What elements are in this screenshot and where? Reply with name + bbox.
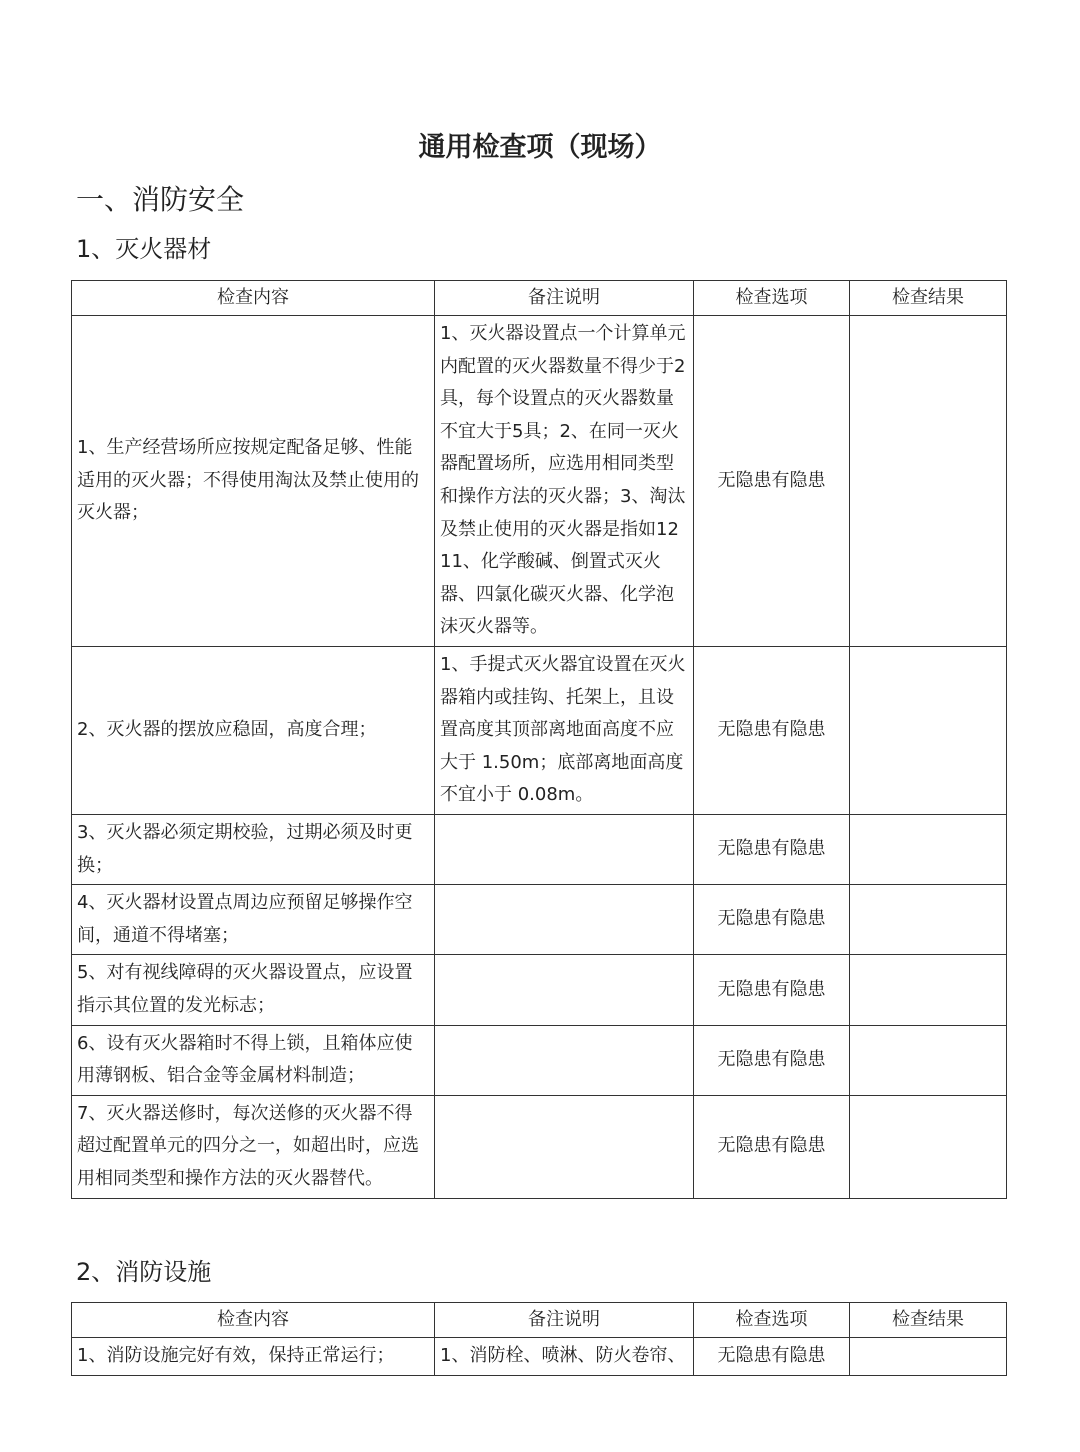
check-option-cell[interactable]: 无隐患有隐患 bbox=[694, 316, 850, 647]
check-option-cell[interactable]: 无隐患有隐患 bbox=[694, 955, 850, 1025]
check-result-cell[interactable] bbox=[850, 1338, 1007, 1376]
note-cell: 1、灭火器设置点一个计算单元内配置的灭火器数量不得少于2具，每个设置点的灭火器数量不宜大于5具；2、在同一灭火器配置场所，应选用相同类型和操作方法的灭火器；3、淘汰及禁止使用的灭火器是指如1211、化学酸碱、倒置式灭火器、四氯化碳灭火器、化学泡沫灭火器等。 bbox=[435, 316, 694, 647]
check-result-cell[interactable] bbox=[850, 955, 1007, 1025]
check-content-cell: 3、灭火器必须定期校验，过期必须及时更换； bbox=[72, 814, 435, 884]
note-cell bbox=[435, 814, 694, 884]
table-row bbox=[72, 316, 1007, 647]
column-header-option: 检查选项 bbox=[694, 281, 850, 316]
note-cell bbox=[435, 1095, 694, 1198]
table-header-row bbox=[72, 281, 1007, 316]
column-header-result: 检查结果 bbox=[850, 281, 1007, 316]
note-cell bbox=[435, 955, 694, 1025]
column-header-note: 备注说明 bbox=[435, 1303, 694, 1338]
check-result-cell[interactable] bbox=[850, 814, 1007, 884]
check-option-cell[interactable]: 无隐患有隐患 bbox=[694, 885, 850, 955]
subsection-heading-extinguishers: 1、灭火器材 bbox=[76, 235, 212, 263]
check-content-cell: 5、对有视线障碍的灭火器设置点，应设置指示其位置的发光标志； bbox=[72, 955, 435, 1025]
note-cell: 1、消防栓、喷淋、防火卷帘、 bbox=[435, 1338, 694, 1376]
check-result-cell[interactable] bbox=[850, 1095, 1007, 1198]
table-header-row bbox=[72, 1303, 1007, 1338]
check-result-cell[interactable] bbox=[850, 647, 1007, 815]
check-result-cell[interactable] bbox=[850, 885, 1007, 955]
column-header-option: 检查选项 bbox=[694, 1303, 850, 1338]
document-title: 通用检查项（现场） bbox=[418, 132, 662, 163]
check-option-cell[interactable]: 无隐患有隐患 bbox=[694, 647, 850, 815]
table-row bbox=[72, 1025, 1007, 1095]
table-row bbox=[72, 955, 1007, 1025]
facility-check-table bbox=[71, 1302, 1007, 1376]
check-option-cell[interactable]: 无隐患有隐患 bbox=[694, 1338, 850, 1376]
check-content-cell: 4、灭火器材设置点周边应预留足够操作空间，通道不得堵塞； bbox=[72, 885, 435, 955]
check-content-cell: 1、消防设施完好有效，保持正常运行； bbox=[72, 1338, 435, 1376]
table-row bbox=[72, 1338, 1007, 1376]
column-header-note: 备注说明 bbox=[435, 281, 694, 316]
table-row bbox=[72, 1095, 1007, 1198]
column-header-content: 检查内容 bbox=[72, 1303, 435, 1338]
check-content-cell: 6、设有灭火器箱时不得上锁，且箱体应使用薄钢板、铝合金等金属材料制造； bbox=[72, 1025, 435, 1095]
table-row bbox=[72, 885, 1007, 955]
check-option-cell[interactable]: 无隐患有隐患 bbox=[694, 1095, 850, 1198]
column-header-content: 检查内容 bbox=[72, 281, 435, 316]
note-cell: 1、手提式灭火器宜设置在灭火器箱内或挂钩、托架上，且设置高度其顶部离地面高度不应大于 1.50m；底部离地面高度不宜小于 0.08m。 bbox=[435, 647, 694, 815]
section-heading-fire-safety: 一、消防安全 bbox=[76, 183, 245, 216]
check-result-cell[interactable] bbox=[850, 316, 1007, 647]
table-row bbox=[72, 647, 1007, 815]
check-result-cell[interactable] bbox=[850, 1025, 1007, 1095]
note-cell bbox=[435, 885, 694, 955]
check-content-cell: 2、灭火器的摆放应稳固，高度合理； bbox=[72, 647, 435, 815]
subsection-heading-fire-facilities: 2、消防设施 bbox=[76, 1258, 212, 1286]
check-content-cell: 1、生产经营场所应按规定配备足够、性能适用的灭火器；不得使用淘汰及禁止使用的灭火器； bbox=[72, 316, 435, 647]
check-option-cell[interactable]: 无隐患有隐患 bbox=[694, 814, 850, 884]
table-row bbox=[72, 814, 1007, 884]
check-content-cell: 7、灭火器送修时，每次送修的灭火器不得超过配置单元的四分之一，如超出时，应选用相同类型和操作方法的灭火器替代。 bbox=[72, 1095, 435, 1198]
note-cell bbox=[435, 1025, 694, 1095]
check-option-cell[interactable]: 无隐患有隐患 bbox=[694, 1025, 850, 1095]
extinguisher-check-table bbox=[71, 280, 1007, 1199]
column-header-result: 检查结果 bbox=[850, 1303, 1007, 1338]
